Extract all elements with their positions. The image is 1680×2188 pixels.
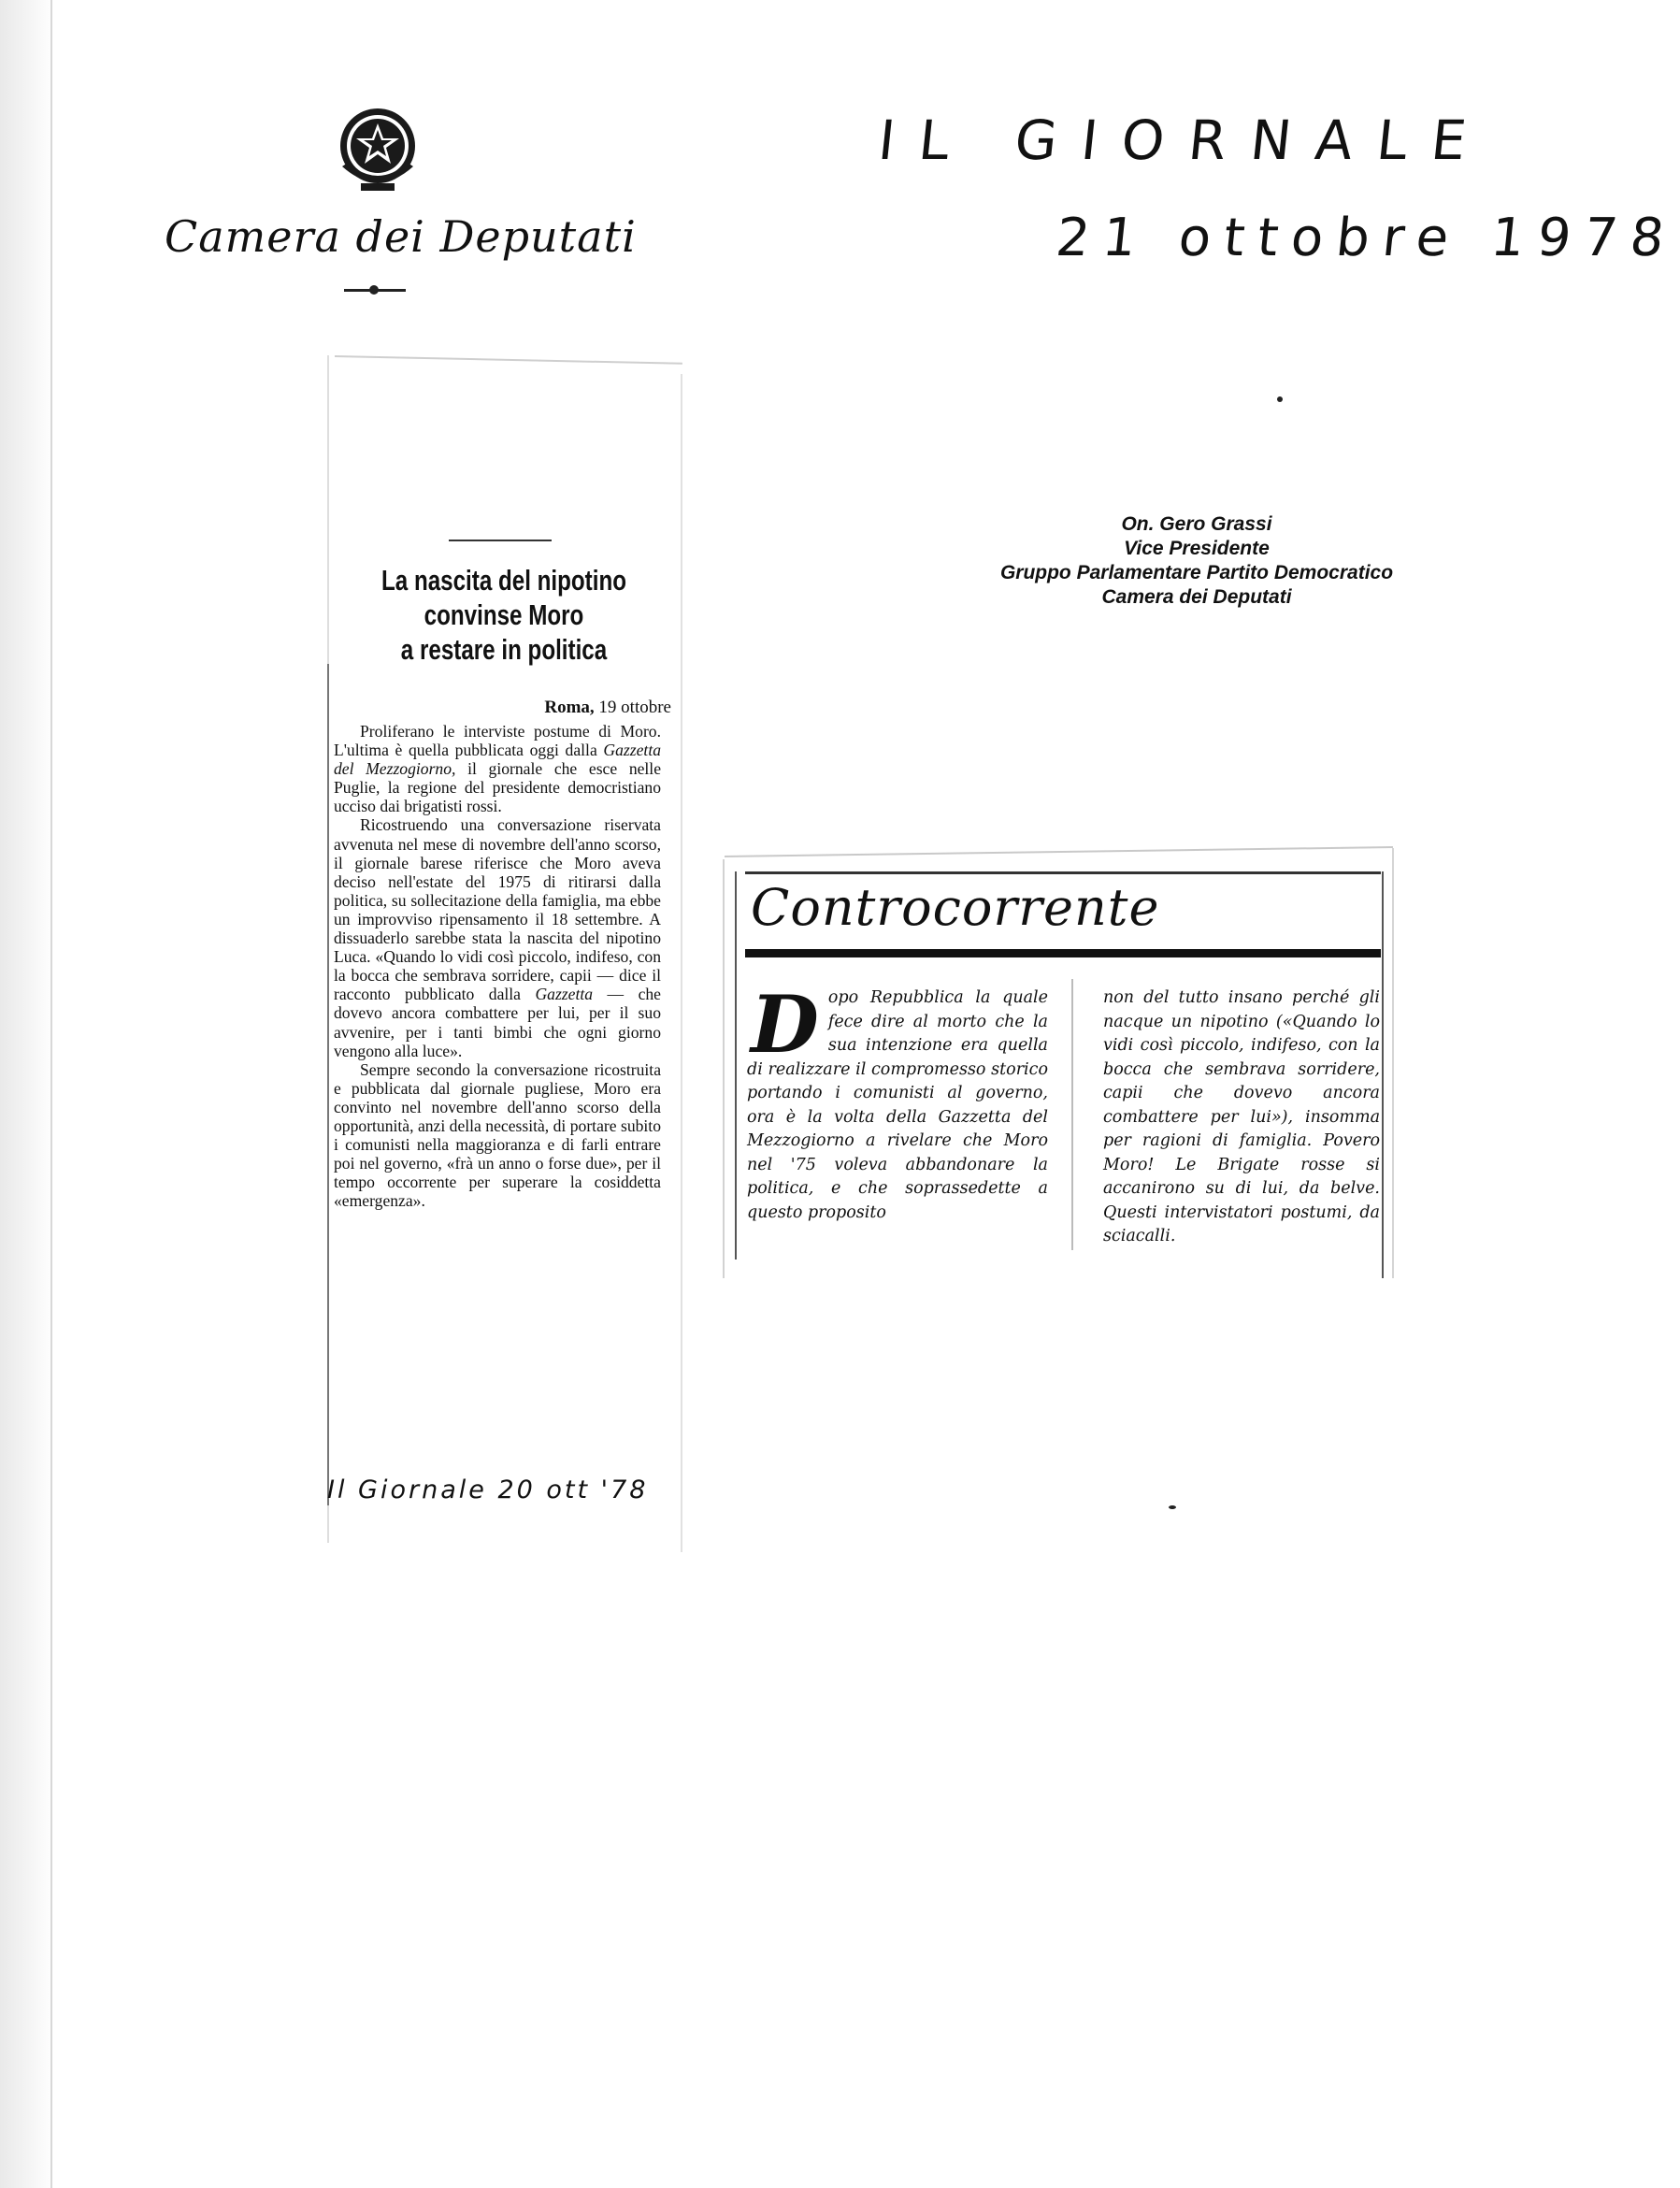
newspaper-clipping-article [327, 355, 682, 1552]
text-run: Proliferano le interviste postume di Moro. L'ultima è quella pubblicata oggi dalla [334, 722, 661, 760]
text-run: opo Repubblica la quale fece dire al morto che la sua intenzione era quella di realizzare il compromesso storico portando i comunisti al governo, ora è la volta della Gazzetta del Mezzogiorno a rivelare che Moro nel '75 voleva abbandonare la politica, e che soprassedette a questo proposito [747, 988, 1048, 1222]
stamp-name: On. Gero Grassi [1121, 513, 1272, 535]
headline-line: La nascita del nipotino [381, 564, 626, 597]
stamp-group: Gruppo Parlamentare Partito Democratico [999, 562, 1394, 583]
letterhead-divider-dot [369, 285, 379, 295]
clipping-edge [1392, 848, 1394, 1278]
text-run: — che dovevo ancora combattere per lui, per il suo avvenire, per i tanti bimbi che ogni giorno vengono alla luce». [334, 985, 661, 1060]
column-text-right [1103, 986, 1380, 1249]
handwritten-source-note: Il Giornale 20 ott '78 [327, 1475, 649, 1504]
article-headline [369, 563, 639, 667]
article-paragraph [334, 722, 661, 815]
text-run: il giornale che esce nelle Puglie, la regione del presidente democristiano ucciso dai brigatisti rossi. [334, 759, 662, 816]
speck [1169, 1505, 1176, 1509]
article-paragraph: Sempre secondo la conversazione ricostruita e pubblicata dal giornale pugliese, Moro era convinto nel novembre dell'anno scorso della opportunità, anzi della necessità, di portare subito i comunisti nella maggioranza e di farli entrare poi nel governo, «frà un anno o forse due», per il tempo occorrente per superare la cosiddetta «emergenza». [334, 1059, 661, 1211]
headline-rule [449, 540, 552, 541]
text-run: Ricostruendo una conversazione riservata avvenuta nel mese di novembre dell'anno scorso, il giornale barese riferisce che Moro aveva deciso nell'estate del 1975 di ritirarsi dalla politica, su sollecitazione della famiglia, ma ebbe un improvviso ripensamento il 18 settembre. A dissuaderlo sarebbe stata la nascita del nipotino Luca. «Quando lo vidi così piccolo, indifeso, con la bocca che sembrava sorridere, capii — dice il racconto pubblicato dalla [334, 815, 661, 1004]
dateline-date: 19 ottobre [598, 698, 671, 717]
article-paragraph [334, 815, 661, 1059]
column-paragraph: non del tutto insano perché gli nacque un nipotino («Quando lo vidi così piccolo, indifeso, con la bocca che sembrava sorridere, capii che dovevo ancora combattere per lui»), insomma per ragioni di famiglia. Povero Moro! Le Brigate rosse si accanirono su di lui, da belve. Questi intervistatori postumi, da sciacalli. [1103, 988, 1380, 1245]
stamp-chamber: Camera dei Deputati [1101, 586, 1292, 608]
text-run-italic: Gazzetta del Mezzogiorno, [334, 741, 661, 779]
scan-edge-line [50, 0, 52, 2188]
speck [1277, 396, 1283, 402]
office-stamp [972, 512, 1421, 610]
italian-republic-emblem-icon [333, 101, 423, 198]
chamber-name: Camera dei Deputati [165, 211, 637, 262]
handwritten-date: 21 ottobre 1978 [1053, 208, 1680, 268]
article-body [334, 722, 661, 1210]
dateline-place: Roma, [544, 698, 595, 717]
column-title-bar [745, 949, 1381, 957]
column-divider [1071, 979, 1073, 1250]
text-run-italic: Gazzetta [535, 985, 594, 1004]
column-title: Controcorrente [751, 878, 1160, 937]
article-dateline [365, 698, 671, 718]
headline-line: convinse Moro [424, 598, 584, 631]
column-side-rule [735, 871, 737, 1260]
clipping-edge [681, 374, 682, 1552]
column-rule [327, 664, 329, 1505]
stamp-role: Vice Presidente [1124, 538, 1270, 559]
clipping-edge [725, 846, 1393, 857]
column-side-rule [1382, 871, 1384, 1278]
column-text-left [747, 978, 1048, 1225]
column-top-rule [745, 871, 1381, 874]
scan-left-margin [0, 0, 54, 2188]
drop-cap: D [751, 978, 819, 1071]
clipping-edge [723, 859, 725, 1278]
newspaper-clipping-column [725, 856, 1398, 1281]
clipping-edge [335, 355, 682, 365]
headline-line: a restare in politica [400, 633, 608, 666]
handwritten-newspaper-name: IL GIORNALE [875, 108, 1494, 172]
column-paragraph [747, 978, 1048, 1225]
